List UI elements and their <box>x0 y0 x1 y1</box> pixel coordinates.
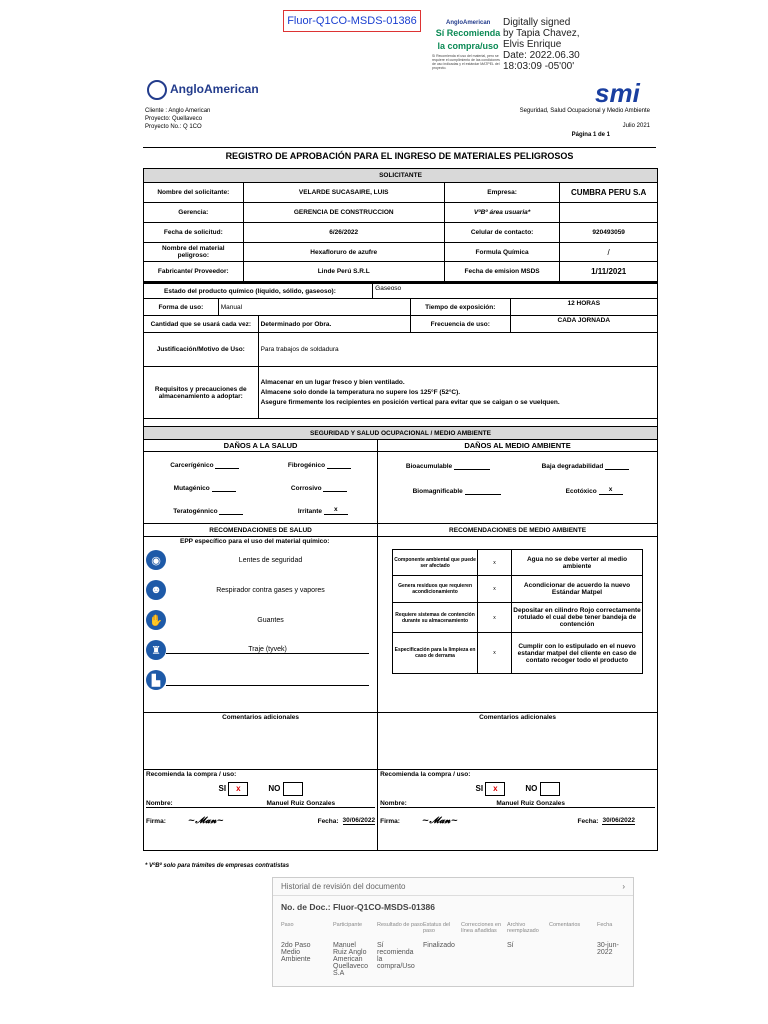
col-header: Participante <box>333 922 363 928</box>
logo-text: AngloAmerican <box>170 82 259 97</box>
revision-history-panel <box>272 877 634 987</box>
bioaccumulable: Bioacumulable <box>405 463 453 470</box>
signer-name: Manuel Ruiz Gonzales <box>266 800 336 807</box>
sign-date: 30/06/2022 <box>342 817 376 824</box>
history-doc-no: No. de Doc.: Fluor-Q1CO-MSDS-01386 <box>281 902 435 912</box>
header-right <box>480 107 650 140</box>
req-line: Asegure firmemente los recipientes en posición vertical para evitar que se caigan o se vuelquen. <box>260 398 560 406</box>
respirator-icon: ☻ <box>146 580 166 600</box>
label: Formula Química <box>445 243 561 261</box>
env-mark: x <box>478 633 512 673</box>
project: Proyecto: Quellaveco <box>145 116 203 122</box>
signer-name: Manuel Ruiz Gonzales <box>496 800 565 807</box>
date-label: Fecha: <box>317 817 339 825</box>
sig-line: 18:03:09 -05'00' <box>503 61 575 72</box>
cell: Finalizado <box>423 942 455 949</box>
irritant-mark: x <box>324 506 348 515</box>
irritant: Irritante <box>297 508 323 515</box>
sig-line: Elvis Enrique <box>503 39 562 50</box>
label: Frecuencia de uso: <box>411 316 511 332</box>
sig-line: by Tapia Chavez, <box>503 28 580 39</box>
epp-item: Lentes de seguridad <box>238 556 303 564</box>
cell <box>461 942 507 977</box>
gloves-icon: ✋ <box>146 610 166 630</box>
cell: 2do Paso Medio Ambiente <box>281 942 311 963</box>
no-checkbox[interactable] <box>540 782 560 796</box>
stamp-small-text: Si Recomienda el uso del material, pero se requiere el cumplimiento de las condiciones de uso indicadas y el estándar MATPEL del proyecto. <box>432 54 500 70</box>
cell: Manuel Ruiz Anglo American Quellaveco S.A <box>333 942 369 977</box>
phone: 920493059 <box>592 229 625 236</box>
env-label: Componente ambiental que puede ser afectado <box>393 550 478 575</box>
company: CUMBRA PERU S.A <box>571 188 647 197</box>
label: Requisitos y precauciones de almacenamiento a adoptar: <box>144 367 259 418</box>
sign-label: Firma: <box>380 817 400 825</box>
label: Empresa: <box>445 183 561 202</box>
request-date: 6/26/2022 <box>244 223 445 242</box>
env-value: Cumplir con lo estipulado en el nuevo estandar matpel del cliente en caso de contato recoger todo el producto <box>517 642 637 664</box>
col-header: Paso <box>281 922 294 928</box>
formula: / <box>607 247 610 257</box>
history-title: Historial de revisión del documento <box>281 882 406 891</box>
label: Nombre del solicitante: <box>144 183 244 202</box>
page-title: REGISTRO DE APROBACIÓN PARA EL INGRESO DE MATERIALES PELIGROSOS <box>225 151 574 161</box>
cell <box>549 942 597 977</box>
date-label: Fecha: <box>577 817 599 825</box>
quantity: Determinado por Obra. <box>259 316 411 332</box>
doc-date: Julio 2021 <box>622 123 650 129</box>
justification: Para trabajos de soldadura <box>260 346 339 353</box>
suit-icon: ♜ <box>146 640 166 660</box>
material-name: Hexafloruro de azufre <box>244 243 445 261</box>
history-header <box>273 922 633 934</box>
epp-item: Guantes <box>257 616 284 624</box>
sign-date: 30/06/2022 <box>602 817 635 824</box>
client: Cliente : Anglo American <box>145 108 211 114</box>
env-value: Agua no se debe verter al medio ambiente <box>526 555 628 570</box>
dept: Seguridad, Salud Ocupacional y Medio Ambiente <box>519 108 650 114</box>
sig-line: Digitally signed <box>503 17 571 28</box>
cell: Sí <box>507 942 514 949</box>
form <box>143 168 658 851</box>
sign-label: Firma: <box>146 817 166 825</box>
exposure-time: 12 HORAS <box>567 300 601 307</box>
low-degradability: Baja degradabilidad <box>541 463 604 470</box>
section-rec-env: RECOMENDACIONES DE MEDIO AMBIENTE <box>449 526 587 534</box>
label: Fecha de solicitud: <box>144 223 244 242</box>
biomagnifiable: Biomagnificable <box>412 488 463 495</box>
section-rec-health: RECOMENDACIONES DE SALUD <box>144 524 378 536</box>
cell: 30-jun-2022 <box>597 942 619 956</box>
label: Estado del producto químico (líquido, sólido, gaseoso): <box>144 284 373 298</box>
name-label: Nombre: <box>146 800 173 807</box>
chevron-right-icon[interactable]: › <box>622 882 625 891</box>
document-id: Fluor-Q1CO-MSDS-01386 <box>283 10 421 32</box>
goggles-icon: ◉ <box>146 550 166 570</box>
no-checkbox[interactable] <box>283 782 303 796</box>
recommend-label: Recomienda la compra / uso: <box>146 771 237 778</box>
smi-logo: smi <box>595 78 640 108</box>
footnote: * VºBº solo para trámites de empresas contratistas <box>145 863 290 869</box>
header-meta <box>145 107 210 131</box>
yes-checkbox[interactable]: x <box>485 782 505 796</box>
env-label: Especificación para la limpieza en caso de derrama <box>393 633 478 673</box>
recommend-label: Recomienda la compra / uso: <box>380 771 471 778</box>
label: Gerencia: <box>144 203 244 222</box>
approval-stamp <box>432 20 504 76</box>
label: Fabricante/ Proveedor: <box>144 262 244 281</box>
section-damage-env: DAÑOS AL MEDIO AMBIENTE <box>464 441 571 450</box>
label: Celular de contacto: <box>445 223 561 242</box>
msds-date: 1/11/2021 <box>591 267 627 276</box>
env-value: Depositar en cilindro Rojo correctamente rotulado el cual debe tener bandeja de contención <box>513 607 641 628</box>
col-header: Estatus del paso <box>423 922 451 934</box>
digital-signature <box>503 17 613 72</box>
management: GERENCIA DE CONSTRUCCION <box>244 203 445 222</box>
fibrogenic: Fibrogénico <box>287 462 326 469</box>
comments-left: Comentarios adicionales <box>144 713 378 769</box>
epp-label: EPP específico para el uso del material químico: <box>180 538 330 545</box>
yes-label: SI <box>475 784 484 794</box>
cell: Sí recomienda la compra/Uso <box>377 942 415 970</box>
project-no: Proyecto No.: Q 1CO <box>145 124 202 130</box>
env-value: Acondicionar de acuerdo la nuevo Estándar Matpel <box>523 582 631 596</box>
yes-label: SI <box>218 784 227 794</box>
use-form: Manual <box>219 299 411 315</box>
env-mark: x <box>478 603 512 632</box>
label: Nombre del material peligroso: <box>144 243 244 261</box>
label: Forma de uso: <box>144 299 219 315</box>
carcinogenic: Carcerígénico <box>170 462 214 469</box>
divider <box>143 147 656 148</box>
section-solicitante: SOLICITANTE <box>379 172 422 179</box>
ecotoxic-mark: x <box>599 486 623 495</box>
env-mark: x <box>478 550 512 575</box>
col-header: Archivo reemplazado <box>507 922 539 934</box>
req-line: Almacene solo donde la temperatura no supere los 125°F (52°C). <box>260 388 461 396</box>
sig-line: Date: 2022.06.30 <box>503 50 580 61</box>
epp-item: Respirador contra gases y vapores <box>216 586 325 594</box>
label: VºBº área usuaria* <box>445 203 561 222</box>
epp-item: Traje (tyvek) <box>166 646 369 654</box>
label: Fecha de emision MSDS <box>445 262 561 281</box>
env-table <box>392 549 643 674</box>
ecotoxic: Ecotóxico <box>565 488 597 495</box>
yes-checkbox[interactable]: x <box>228 782 248 796</box>
no-label: NO <box>525 784 538 794</box>
label: Cantidad que se usará cada vez: <box>144 316 259 332</box>
col-header: Fecha <box>597 922 613 928</box>
signature-scribble: ~𝓜𝓪𝓷~ <box>187 816 225 826</box>
req-line: Almacenar en un lugar fresco y bien ventilado. <box>260 378 405 386</box>
stamp-line-2: la compra/uso <box>437 41 499 51</box>
company-logo <box>147 80 259 100</box>
state: Gaseoso <box>375 285 402 292</box>
col-header: Resultado de paso <box>377 922 423 928</box>
table-row <box>273 942 633 977</box>
stamp-brand: AngloAmerican <box>446 20 491 26</box>
corrosive: Corrosivo <box>290 485 322 492</box>
stamp-line-1: Sí Recomienda <box>435 28 501 38</box>
section-damage-health: DAÑOS A LA SALUD <box>144 440 378 451</box>
applicant-name: VELARDE SUCASAIRE, LUIS <box>244 183 445 202</box>
teratogenic: Teratogénnico <box>173 508 218 515</box>
label: Justificación/Motivo de Uso: <box>144 333 259 366</box>
anglo-logo-icon <box>147 80 167 100</box>
env-label: Genera residuos que requieren acondicionamiento <box>393 576 478 602</box>
env-label: Requiere sistemas de contención durante su almacenamiento <box>393 603 478 632</box>
page-number: Página 1 de 1 <box>571 132 610 138</box>
comments-right: Comentarios adicionales <box>479 714 557 721</box>
name-label: Nombre: <box>380 800 407 807</box>
col-header: Comentarios <box>549 922 581 928</box>
env-mark: x <box>478 576 512 602</box>
frequency: CADA JORNADA <box>557 317 611 324</box>
no-label: NO <box>268 784 281 794</box>
mutagenic: Mutagénico <box>173 485 210 492</box>
boots-icon: ▙ <box>146 670 166 690</box>
signature-scribble: ~𝓜𝓪𝓷~ <box>421 816 459 826</box>
col-header: Correcciones en línea añadidas <box>461 922 502 934</box>
section-sso: SEGURIDAD Y SALUD OCUPACIONAL / MEDIO AMBIENTE <box>310 429 491 437</box>
label: Tiempo de exposición: <box>411 299 511 315</box>
manufacturer: Linde Perú S.R.L <box>244 262 445 281</box>
